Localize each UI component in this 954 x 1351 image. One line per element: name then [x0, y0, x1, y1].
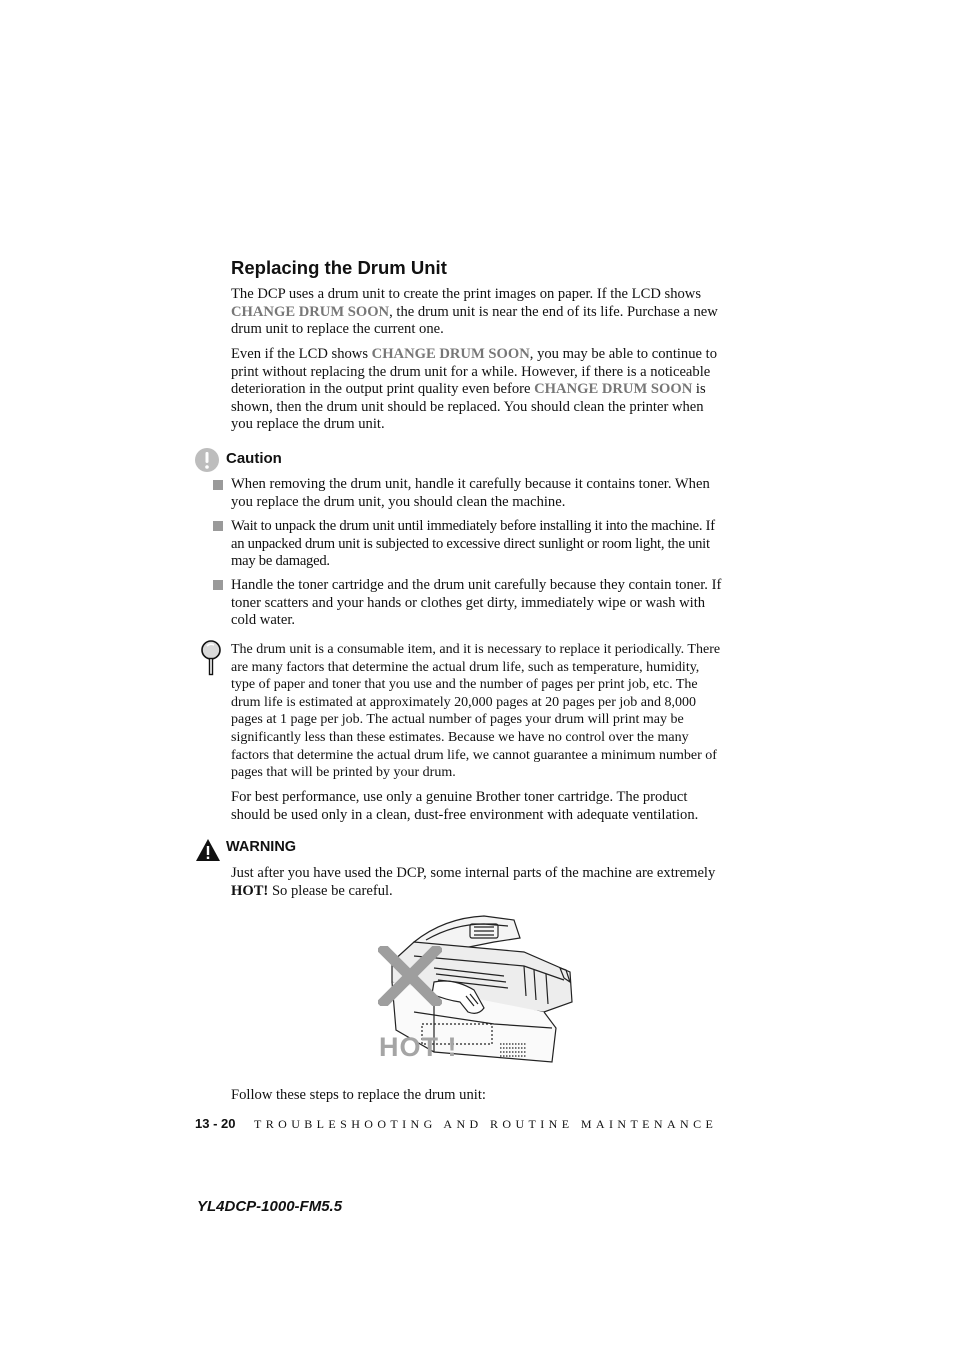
lcd-message: CHANGE DRUM SOON: [534, 381, 693, 398]
caution-title: Caution: [226, 450, 282, 467]
bullet-marker: [213, 521, 223, 531]
warning-text: Just after you have used the DCP, some internal parts of the machine are extremely HOT! So please be careful.: [231, 865, 716, 899]
caution-item-3: Handle the toner cartridge and the drum unit carefully because they contain toner. If toner scatters and your hands or clothes get dirty, immediately wipe or wash with cold water.: [231, 577, 722, 629]
steps-intro: Follow these steps to replace the drum unit:: [231, 1087, 486, 1103]
warning-title: WARNING: [226, 839, 297, 855]
prohibited-x-icon: [378, 946, 442, 1006]
note-paragraph-2: For best performance, use only a genuine Brother toner cartridge. The product should be used only in a clean, dust-free environment with adequate ventilation.: [231, 789, 699, 823]
page-title: Replacing the Drum Unit: [231, 257, 447, 278]
bullet-marker: [213, 580, 223, 590]
caution-icon: [195, 448, 219, 472]
caution-item-1: When removing the drum unit, handle it carefully because it contains toner. When you replace the drum unit, you should clean the machine.: [231, 476, 710, 510]
section-title: TROUBLESHOOTING AND ROUTINE MAINTENANCE: [254, 1117, 718, 1131]
note-paragraph-1: The drum unit is a consumable item, and it is necessary to replace it periodically. There are many factors that determine the actual drum life, such as temperature, humidity, type of paper and toner that you use and the number of pages per print job, etc. The drum life is estimated at approximately 20,000 pages at 20 pages per job and 8,000 pages at 1 page per job. The actual number of pages your drum will print may be significantly less than these estimates. Because we have no control over the many factors that determine the actual drum life, we cannot guarantee a minimum number of pages that will be printed by your drum.: [231, 642, 721, 781]
page-number: 13 - 20: [195, 1116, 236, 1131]
caution-item-2: Wait to unpack the drum unit until immediately before installing it into the machine. If an unpacked drum unit is subjected to excessive direct sunlight or room light, the unit may be damaged.: [231, 518, 715, 570]
intro-paragraph-1: The DCP uses a drum unit to create the print images on paper. If the LCD shows CHANGE DRUM SOON, the drum unit is near the end of its life. Purchase a new drum unit to replace the current one.: [231, 286, 718, 338]
lcd-message: CHANGE DRUM SOON: [371, 346, 530, 362]
document-code: YL4DCP-1000-FM5.5: [197, 1198, 343, 1215]
hot-machine-illustration: [374, 912, 580, 1074]
lcd-message: CHANGE DRUM SOON: [231, 303, 390, 320]
hot-label: HOT !: [379, 1032, 458, 1062]
intro-paragraph-2: Even if the LCD shows CHANGE DRUM SOON, you may be able to continue to print without replacing the drum unit for a while. However, if there is a noticeable deterioration in the output print quality even before CHANGE DRUM SOON is shown, then the drum unit should be replaced. You should clean the printer when you replace the drum unit.: [231, 346, 718, 433]
bullet-marker: [213, 480, 223, 490]
warning-icon: [195, 838, 221, 867]
note-pin-icon: [200, 639, 224, 682]
